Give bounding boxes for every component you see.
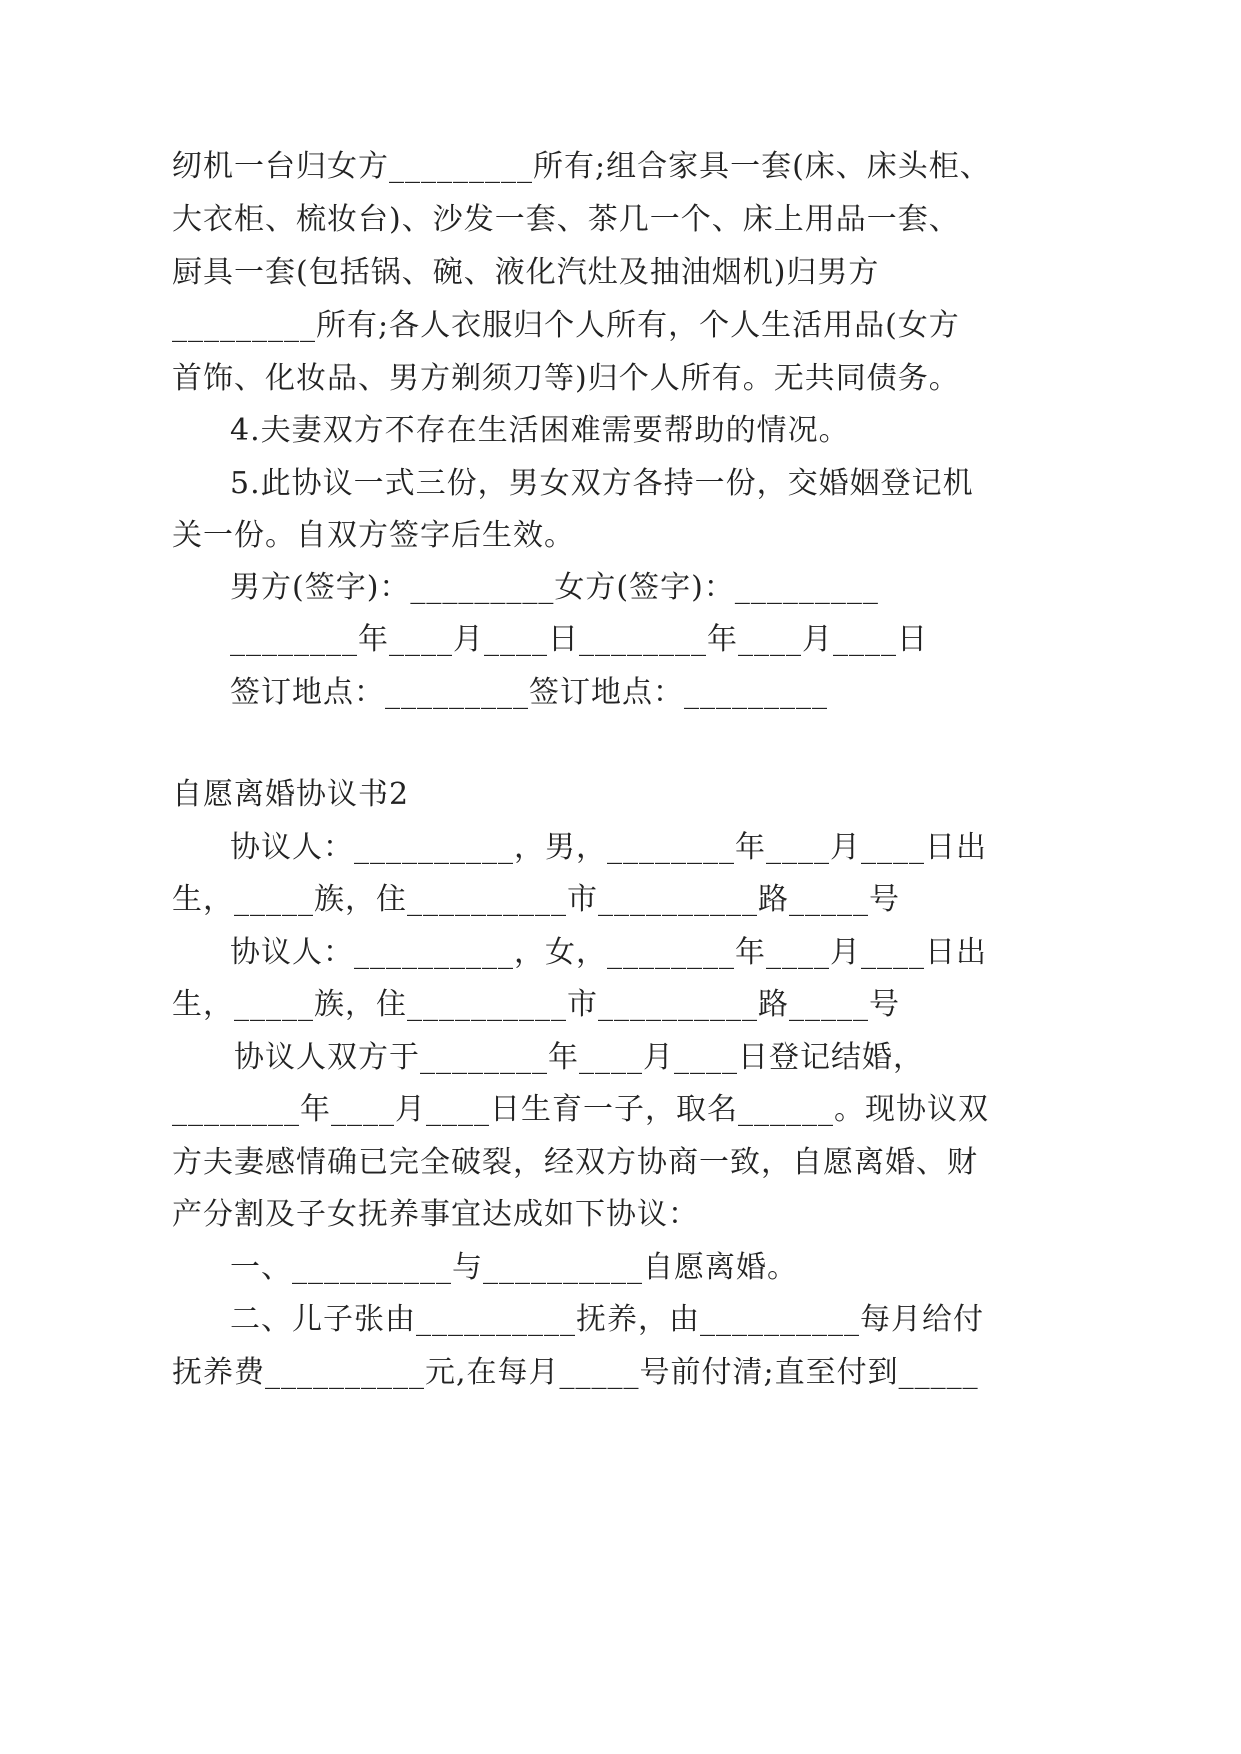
date-line: ________年____月____日________年____月____日 [230,622,928,657]
text-line: 二、儿子张由__________抚养，由__________每月给付 [230,1302,984,1337]
text-line: 一、__________与__________自愿离婚。 [230,1250,798,1285]
text-line: 关一份。自双方签字后生效。 [172,518,575,553]
text-line: 协议人双方于________年____月____日登记结婚， [234,1040,924,1075]
text-line: 厨具一套(包括锅、碗、液化汽灶及抽油烟机)归男方 [172,255,880,290]
text-line: 协议人：__________，女，________年____月____日出 [230,935,987,970]
text-line: ________年____月____日生育一子，取名______。现协议双 [172,1092,989,1127]
text-line: 大衣柜、梳妆台)、沙发一套、茶几一个、床上用品一套、 [172,202,960,237]
location-line: 签订地点：_________签订地点：_________ [230,675,828,710]
text-line: 抚养费__________元,在每月_____号前付清;直至付到_____ [172,1355,979,1390]
text-line: 方夫妻感情确已完全破裂，经双方协商一致，自愿离婚、财 [172,1145,978,1180]
text-line: 5.此协议一式三份，男女双方各持一份，交婚姻登记机 [230,466,974,501]
text-line: 协议人：__________，男，________年____月____日出 [230,830,987,865]
text-line: 4.夫妻双方不存在生活困难需要帮助的情况。 [230,413,850,448]
text-line: 首饰、化妆品、男方剃须刀等)归个人所有。无共同债务。 [172,361,960,396]
signature-line: 男方(签字)：_________女方(签字)：_________ [230,570,879,605]
text-line: 生，_____族，住__________市__________路_____号 [172,882,900,917]
section-title: 自愿离婚协议书2 [172,777,410,812]
text-line: _________所有;各人衣服归个人所有，个人生活用品(女方 [172,308,960,343]
text-line: 生，_____族，住__________市__________路_____号 [172,987,900,1022]
text-line: 纫机一台归女方_________所有;组合家具一套(床、床头柜、 [172,149,991,184]
text-line: 产分割及子女抚养事宜达成如下协议： [172,1197,699,1232]
